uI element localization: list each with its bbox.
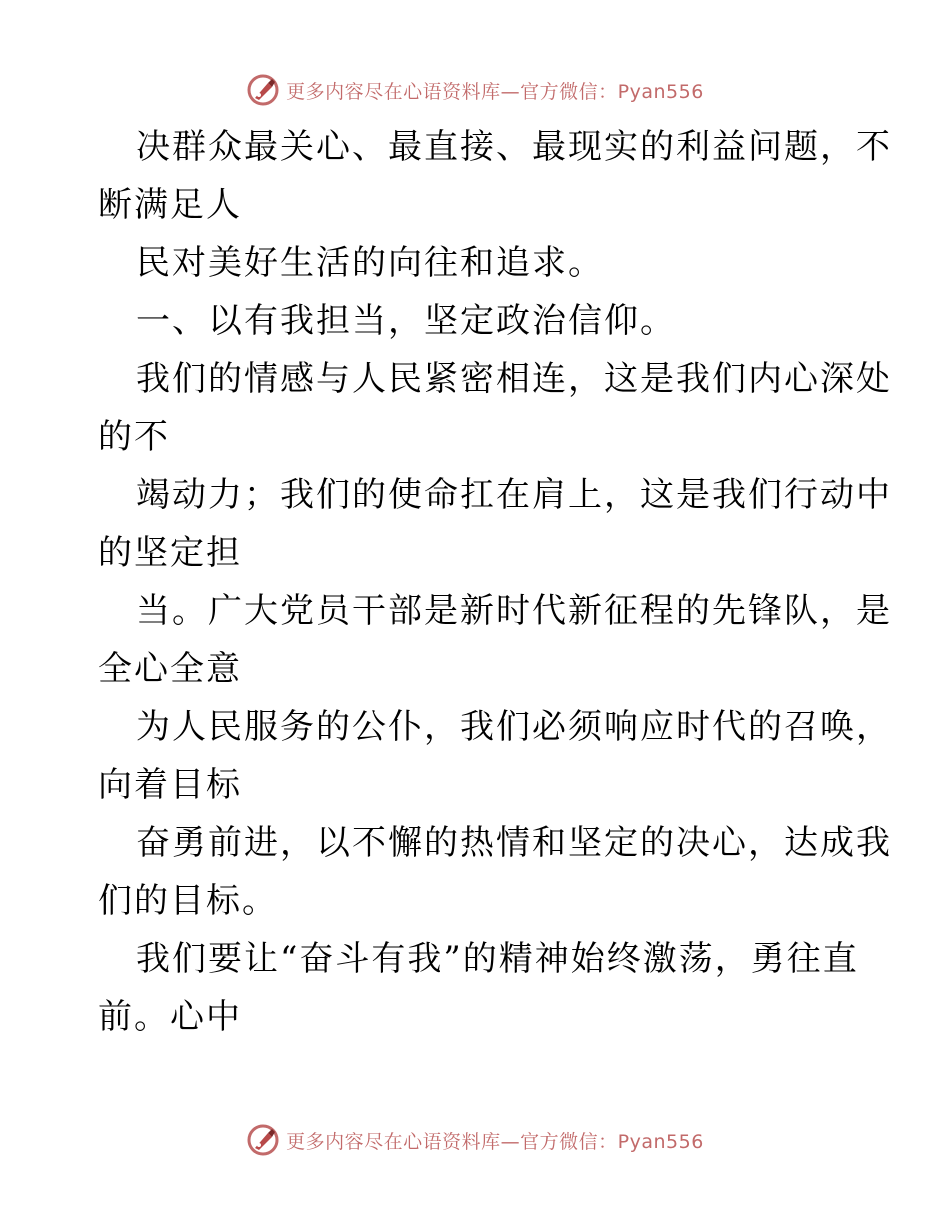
pen-nib-logo-icon: [246, 73, 280, 107]
text-line: 的不: [98, 417, 170, 457]
text-line: 决群众最关心、最直接、最现实的利益问题，不: [136, 127, 892, 167]
header-watermark: [0, 70, 950, 110]
footer-watermark: [0, 1120, 950, 1160]
section-heading: 一、以有我担当，坚定政治信仰。: [136, 301, 676, 341]
watermark-text: 更多内容尽在心语资料库—官方微信：Pyan556: [286, 1130, 704, 1153]
text-line: 当。广大党员干部是新时代新征程的先锋队，是: [136, 591, 892, 631]
text-line: 为人民服务的公仆，我们必须响应时代的召唤，: [136, 707, 892, 747]
text-line: 民对美好生活的向往和追求。: [136, 243, 604, 283]
text-line: 前。心中: [98, 997, 242, 1037]
watermark-text: 更多内容尽在心语资料库—官方微信：Pyan556: [286, 80, 704, 103]
pen-nib-logo-icon: [246, 1123, 280, 1157]
text-line: 断满足人: [98, 185, 242, 225]
document-body: [98, 118, 892, 1046]
text-line: 我们的情感与人民紧密相连，这是我们内心深处: [136, 359, 892, 399]
text-line: 奋勇前进，以不懈的热情和坚定的决心，达成我: [136, 823, 892, 863]
text-line: 全心全意: [98, 649, 242, 689]
text-line: 的坚定担: [98, 533, 242, 573]
text-line: 竭动力；我们的使命扛在肩上，这是我们行动中: [136, 475, 892, 515]
text-line: 向着目标: [98, 765, 242, 805]
text-line: 们的目标。: [98, 881, 278, 921]
text-line: 我们要让“奋斗有我”的精神始终激荡，勇往直: [136, 939, 859, 979]
